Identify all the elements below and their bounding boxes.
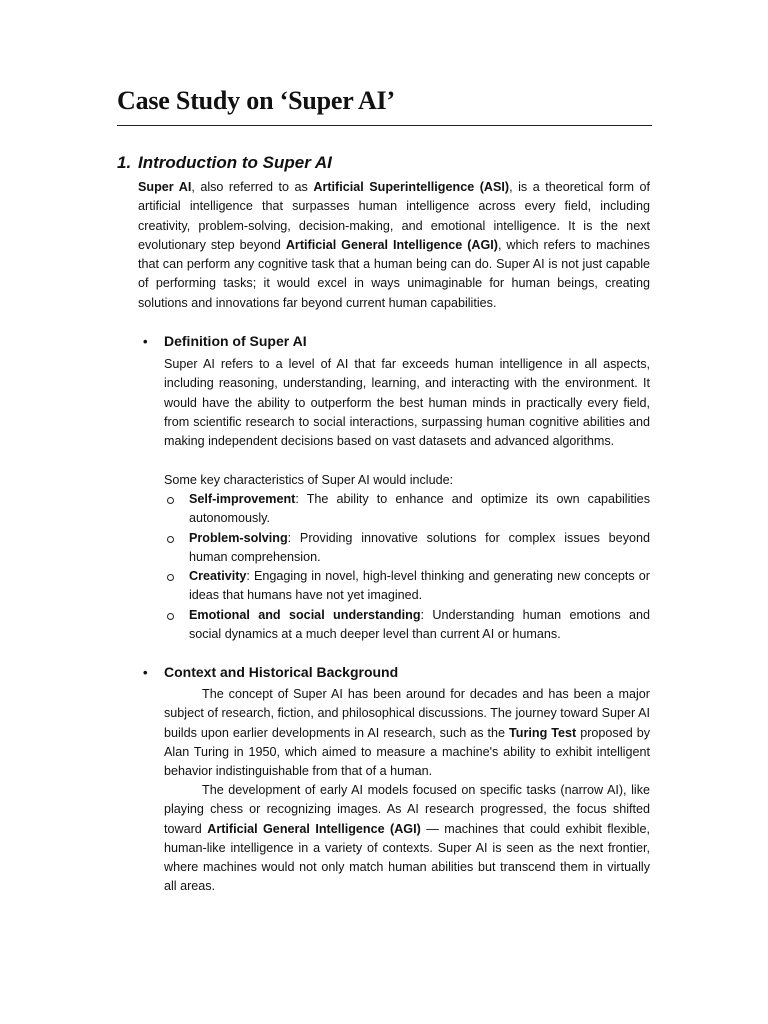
circle-bullet-icon [167,497,174,504]
intro-text: , also referred to as [191,180,314,194]
bullet-icon: • [143,665,148,680]
characteristic-desc: : Understanding human emotions and social dynamics at a much deeper level than current AI or humans. [189,607,651,642]
context-text: proposed by Alan Turing in 1950, which aimed to measure a machine's ability to exhibit intelligent behavior indistinguishable from that of a human. [164,725,650,779]
characteristic-term: Creativity [189,569,247,584]
context-text: — machines that could exhibit flexible, human-like intelligence in a variety of contexts. Super AI is seen as the next frontier, where machines would not only match human abilities but transcend them in virtually all areas. [164,821,650,894]
characteristic-term: Emotional and social understanding [189,607,421,622]
characteristic-term: Self-improvement [189,492,296,506]
bullet-icon: • [143,334,148,349]
characteristic-desc: : Providing innovative solutions for complex issues beyond human comprehension. [189,530,650,564]
definition-heading-text: Definition of Super AI [164,333,307,349]
list-item [164,567,650,606]
definition-heading [143,333,307,349]
list-item [164,529,650,568]
context-heading [143,664,398,680]
characteristic-desc: : The ability to enhance and optimize its own capabilities autonomously. [189,492,650,526]
title-divider [117,125,652,126]
context-text: The development of early AI models focused on specific tasks (narrow AI), like playing chess or recognizing images. As AI research progressed, the focus shifted toward [164,783,650,836]
characteristic-desc: : Engaging in novel, high-level thinking and generating new concepts or ideas that humans have not yet imagined. [189,569,650,603]
section-number: 1. [117,153,132,172]
circle-bullet-icon [167,536,174,543]
term-agi: Artificial General Intelligence (AGI) [207,821,421,836]
context-paragraph-2 [164,781,650,897]
definition-paragraph: Super AI refers to a level of AI that far exceeds human intelligence in all aspects, including reasoning, understanding, learning, and interacting with the environment. It would have the ability to outperform the best human minds in practically every field, from scientific research to social interactions, surpassing human cognitive abilities and making independent decisions based on vast datasets and advanced algorithms. [164,357,650,449]
intro-term-asi: Artificial Superintelligence (ASI) [313,180,510,194]
characteristic-term: Problem-solving [189,530,288,545]
intro-term-super-ai: Super AI [138,180,192,194]
list-item [164,606,650,645]
circle-bullet-icon [167,574,174,581]
document-title: Case Study on ‘Super AI’ [117,86,395,115]
intro-text: , is a theoretical form of artificial intelligence that surpasses human intelligence across every field, including creativity, problem-solving, decision-making, and emotional intelligence. It is the next evolutionary step beyond [138,180,650,252]
context-text: The concept of Super AI has been around for decades and has been a major subject of research, fiction, and philosophical discussions. The journey toward Super AI builds upon earlier developments in AI research, such as the [164,687,650,740]
characteristics-lead: Some key characteristics of Super AI would include: [164,473,454,487]
term-turing-test: Turing Test [509,725,577,740]
list-item [164,490,650,529]
intro-text: , which refers to machines that can perform any cognitive task that a human being can do. Super AI is not just capable of performing tasks; it would excel in ways unimaginable for human beings, creating solutions and innovations far beyond current human capabilities. [138,237,650,310]
intro-term-agi: Artificial General Intelligence (AGI) [285,237,498,252]
context-paragraph-1 [164,685,650,781]
section-heading [117,153,332,173]
circle-bullet-icon [167,613,174,620]
characteristics-list [164,490,650,644]
context-heading-text: Context and Historical Background [164,664,399,680]
section-title: Introduction to Super AI [138,153,332,172]
intro-paragraph [138,178,650,313]
